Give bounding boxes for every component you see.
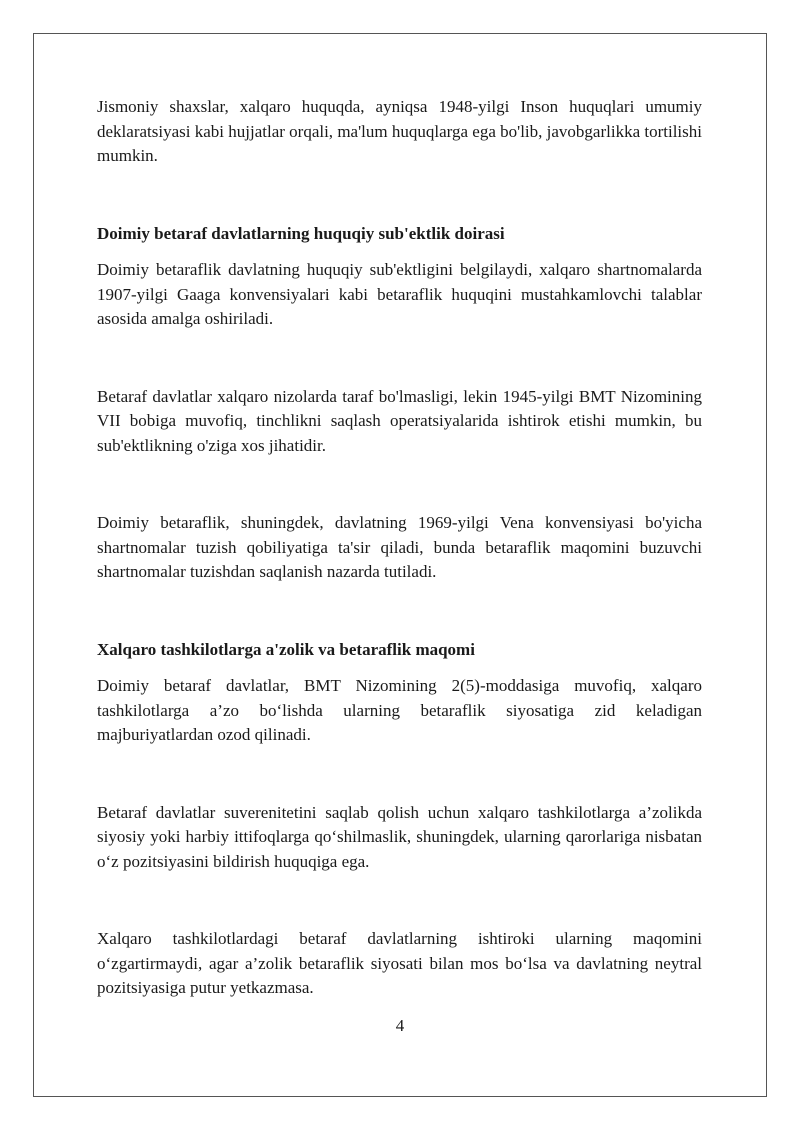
paragraph-peacekeeping: Betaraf davlatlar xalqaro nizolarda taraf bo'lmasligi, lekin 1945-yilgi BMT Nizomining VII bobiga muvofiq, tinchlikni saqlash operatsiyalarida ishtirok etishi mumkin, bu sub'ektlikning o'ziga xos jihatidir. <box>97 386 702 455</box>
paragraph-sovereignty: Betaraf davlatlar suverenitetini saqlab qolish uchun xalqaro tashkilotlarga a’zolikda siyosiy yoki harbiy ittifoqlarga qo‘shilmaslik, shuningdek, ularning qarorlariga nisbatan o‘z pozitsiyasini bildirish huquqiga ega. <box>97 802 702 871</box>
paragraph-participation: Xalqaro tashkilotlardagi betaraf davlatlarning ishtiroki ularning maqomini o‘zgartirmaydi, agar a’zolik betaraflik siyosati bilan mos bo‘lsa va davlatning neytral pozitsiyasiga putur yetkazmasa. <box>97 929 702 997</box>
paragraph-treaty-capacity: Doimiy betaraflik, shuningdek, davlatning 1969-yilgi Vena konvensiyasi bo'yicha shartnomalar tuzish qobiliyatiga ta'sir qiladi, bunda betaraflik maqomini buzuvchi shartnomalar tuzishdan saqlanish nazarda tutiladi. <box>97 513 702 581</box>
heading-legal-subjectivity: Doimiy betaraf davlatlarning huquqiy sub'ektlik doirasi <box>97 223 505 243</box>
heading-membership: Xalqaro tashkilotlarga a'zolik va betaraflik maqomi <box>97 639 475 659</box>
page-number: 4 <box>395 1016 405 1035</box>
paragraph-permanent-neutrality: Doimiy betaraflik davlatning huquqiy sub'ektligini belgilaydi, xalqaro shartnomalarda 1907-yilgi Gaaga konvensiyalari kabi betaraflik huquqini mustahkamlovchi talablar asosida amalga oshiriladi. <box>97 260 702 328</box>
paragraph-individuals: Jismoniy shaxslar, xalqaro huquqda, ayniqsa 1948-yilgi Inson huquqlari umumiy deklaratsiyasi kabi hujjatlar orqali, ma'lum huquqlarga ega bo'lib, javobgarlikka tortilishi mumkin. <box>97 97 702 165</box>
paragraph-un-charter: Doimiy betaraf davlatlar, BMT Nizomining 2(5)-moddasiga muvofiq, xalqaro tashkilotlarga a’zo bo‘lishda ularning betaraflik siyosatiga zid keladigan majburiyatlardan ozod qilinadi. <box>97 676 702 744</box>
page-content <box>97 95 702 1001</box>
